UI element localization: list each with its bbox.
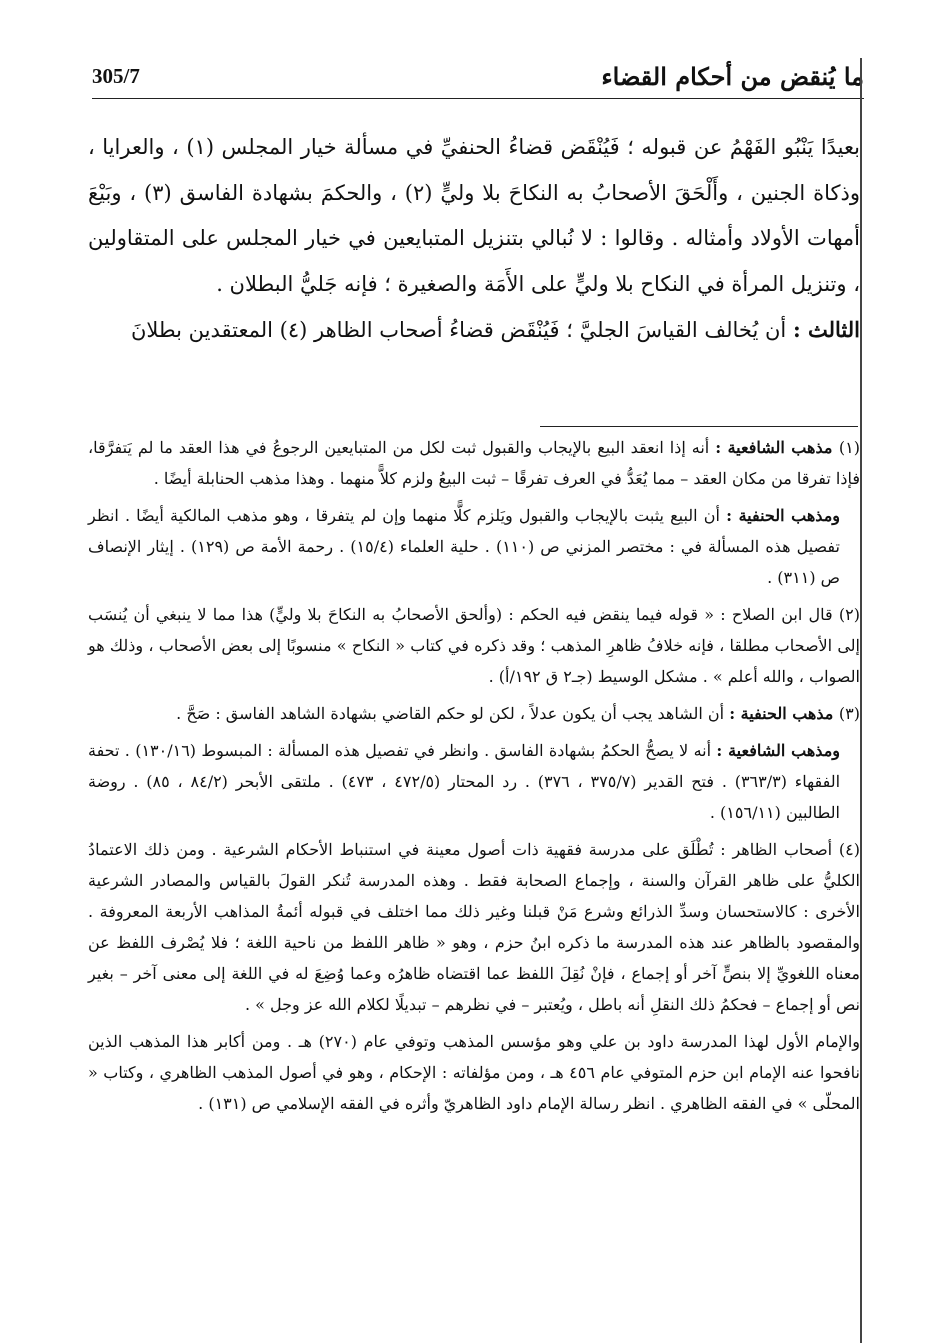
footnote-1b bbox=[88, 500, 860, 593]
footnote-1 bbox=[88, 432, 860, 494]
footnote-2-text: قال ابن الصلاح : « قوله فيما ينقض فيه الحكم : (وألحق الأصحابُ به النكاحَ بلا وليٍّ) هذا مما لا ينبغي أن يُنسَب إلى الأصحاب مطلقا ، فإنه خلافُ ظاهرِ المذهب ؛ وقد ذكره في كتاب « النكاح » منسوبًا إلى بعض الأصحاب ، وذلك هو الصواب ، والله أعلم » . مشكل الوسيط (جـ٢ ق ١٩٢/أ) . bbox=[88, 605, 860, 686]
footnote-3b-text: أنه لا يصحُّ الحكمُ بشهادة الفاسق . وانظر في تفصيل هذه المسألة : المبسوط (١٣٠/١٦) . تحفة الفقهاء (٣٦٣/٣) . فتح القدير (٣٧٥/٧ ، ٣٧٦) . رد المحتار (٤٧٢/٥ ، ٤٧٣) . ملتقى الأبحر (٨٤/٢ ، ٨٥) . روضة الطالبين (١٥٦/١١) . bbox=[88, 741, 841, 822]
footnote-3-lead: مذهب الحنفية : bbox=[729, 704, 839, 723]
footnote-4-number: (٤) bbox=[838, 840, 861, 859]
main-paragraph-2 bbox=[88, 307, 860, 354]
page-number: 305/7 bbox=[92, 64, 148, 89]
footnote-separator bbox=[540, 426, 858, 427]
footnote-3 bbox=[88, 698, 860, 729]
header-title: ما يُنقض من أحكام القضاء bbox=[591, 62, 864, 91]
paragraph-2-lead: الثالث : bbox=[792, 317, 860, 342]
footnote-2 bbox=[88, 599, 860, 692]
footnote-4-text: أصحاب الظاهر : تُطْلَق على مدرسة فقهية ذات أصول معينة في استنباط الأحكام الشرعية . ومن ذلك الاعتمادُ الكليُّ على ظاهر القرآن والسنة ، وإجماع الصحابة فقط . وهذه المدرسة تُنكر القولَ بالقياس والمصادر الشرعية الأخرى : كالاستحسان وسدِّ الذرائع وشرع مَنْ قبلنا وغير ذلك مما اختلف في قبوله أئمةُ المذاهب الأربعة المعروفة . والمقصود بالظاهر عند هذه المدرسة ما ذكره ابنُ حزم ، وهو « ظاهر اللفظ من ناحية اللغة ؛ فلا يُصْرف اللفظ عن معناه اللغويِّ إلا بنصٍّ آخر أو إجماع ، فإنْ نُقِلَ اللفظ عما اقتضاه ظاهرُه وعما وُضِعَ له في اللغة إلى معنى آخر – بغير نص أو إجماع – فحكمُ ذلك النقلِ أنه باطل ، ويُعتبر – في نظرهم – تبديلًا لكلام الله عز وجل » . bbox=[88, 840, 861, 1014]
paragraph-2-text: أن يُخالف القياسَ الجليَّ ؛ فَيُنْقَض قضاءُ أصحاب الظاهر (٤) المعتقدين بطلانَ bbox=[130, 318, 793, 342]
footnote-3b bbox=[88, 735, 860, 828]
footnote-1-lead: مذهب الشافعية : bbox=[715, 438, 839, 457]
footnote-1b-lead: ومذهب الحنفية : bbox=[726, 506, 841, 525]
main-text bbox=[88, 125, 860, 354]
margin-line bbox=[860, 58, 862, 1343]
footnote-1-number: (١) bbox=[838, 438, 860, 457]
running-header bbox=[92, 58, 864, 99]
main-paragraph-1: بعيدًا يَنْبُو الفَهْمُ عن قبوله ؛ فَيُنْقَض قضاءُ الحنفيِّ في مسألة خيار المجلس (١) ، والعرايا ، وذكاة الجنين ، وأَلْحَقَ الأصحابُ به النكاحَ بلا وليٍّ (٢) ، والحكمَ بشهادة الفاسق (٣) ، وبَيْعَ أمهات الأولاد وأمثاله . وقالوا : لا نُبالي بتنزيل المتبايعين في خيار المجلس على المتقاولين ، وتنزيل المرأة في النكاح بلا وليٍّ على الأَمَة والصغيرة ؛ فإنه جَليُّ البطلان . bbox=[88, 135, 861, 296]
footnotes bbox=[88, 432, 860, 1125]
footnote-3-text: أن الشاهد يجب أن يكون عدلاً ، لكن لو حكم القاضي بشهادة الشاهد الفاسق : صَحَّ . bbox=[176, 704, 730, 723]
footnote-2-number: (٢) bbox=[838, 605, 861, 624]
footnote-1-text: أنه إذا انعقد البيع بالإيجاب والقبول ثبت لكل من المتبايعين الرجوعُ في هذا العقد ما لم يَتفرَّقا، فإذا تفرقا من مكان العقد – مما يُعَدُّ في العرف تفرقًا – ثبت البيعُ ولزم كلاًّ منهما . وهذا مذهب الحنابلة أيضًا . bbox=[88, 438, 860, 488]
footnote-3-number: (٣) bbox=[838, 704, 860, 723]
footnote-4 bbox=[88, 834, 860, 1020]
footnote-1b-text: أن البيع يثبت بالإيجاب والقبول ويَلزم كلًّا منهما وإن لم يتفرقا ، وهو مذهب المالكية أيضًا . انظر تفصيل هذه المسألة في : مختصر المزني ص (١١٠) . حلية العلماء (١٥/٤) . رحمة الأمة ص (١٢٩) . إيثار الإنصاف ص (٣١١) . bbox=[88, 506, 840, 587]
footnote-4b: والإمام الأول لهذا المدرسة داود بن علي وهو مؤسس المذهب وتوفي عام (٢٧٠) هـ . ومن أكابر هذا المذهب الذين نافحوا عنه الإمام ابن حزم المتوفي عام ٤٥٦ هـ ، ومن مؤلفاته : الإحكام ، وهو في أصول المذهب الظاهري ، وكتاب « المحلّى » في الفقه الظاهري . انظر رسالة الإمام داود الظاهريّ وأثره في الفقه الإسلامي ص (١٣١) . bbox=[88, 1032, 861, 1113]
footnote-3b-lead: ومذهب الشافعية : bbox=[716, 741, 841, 760]
